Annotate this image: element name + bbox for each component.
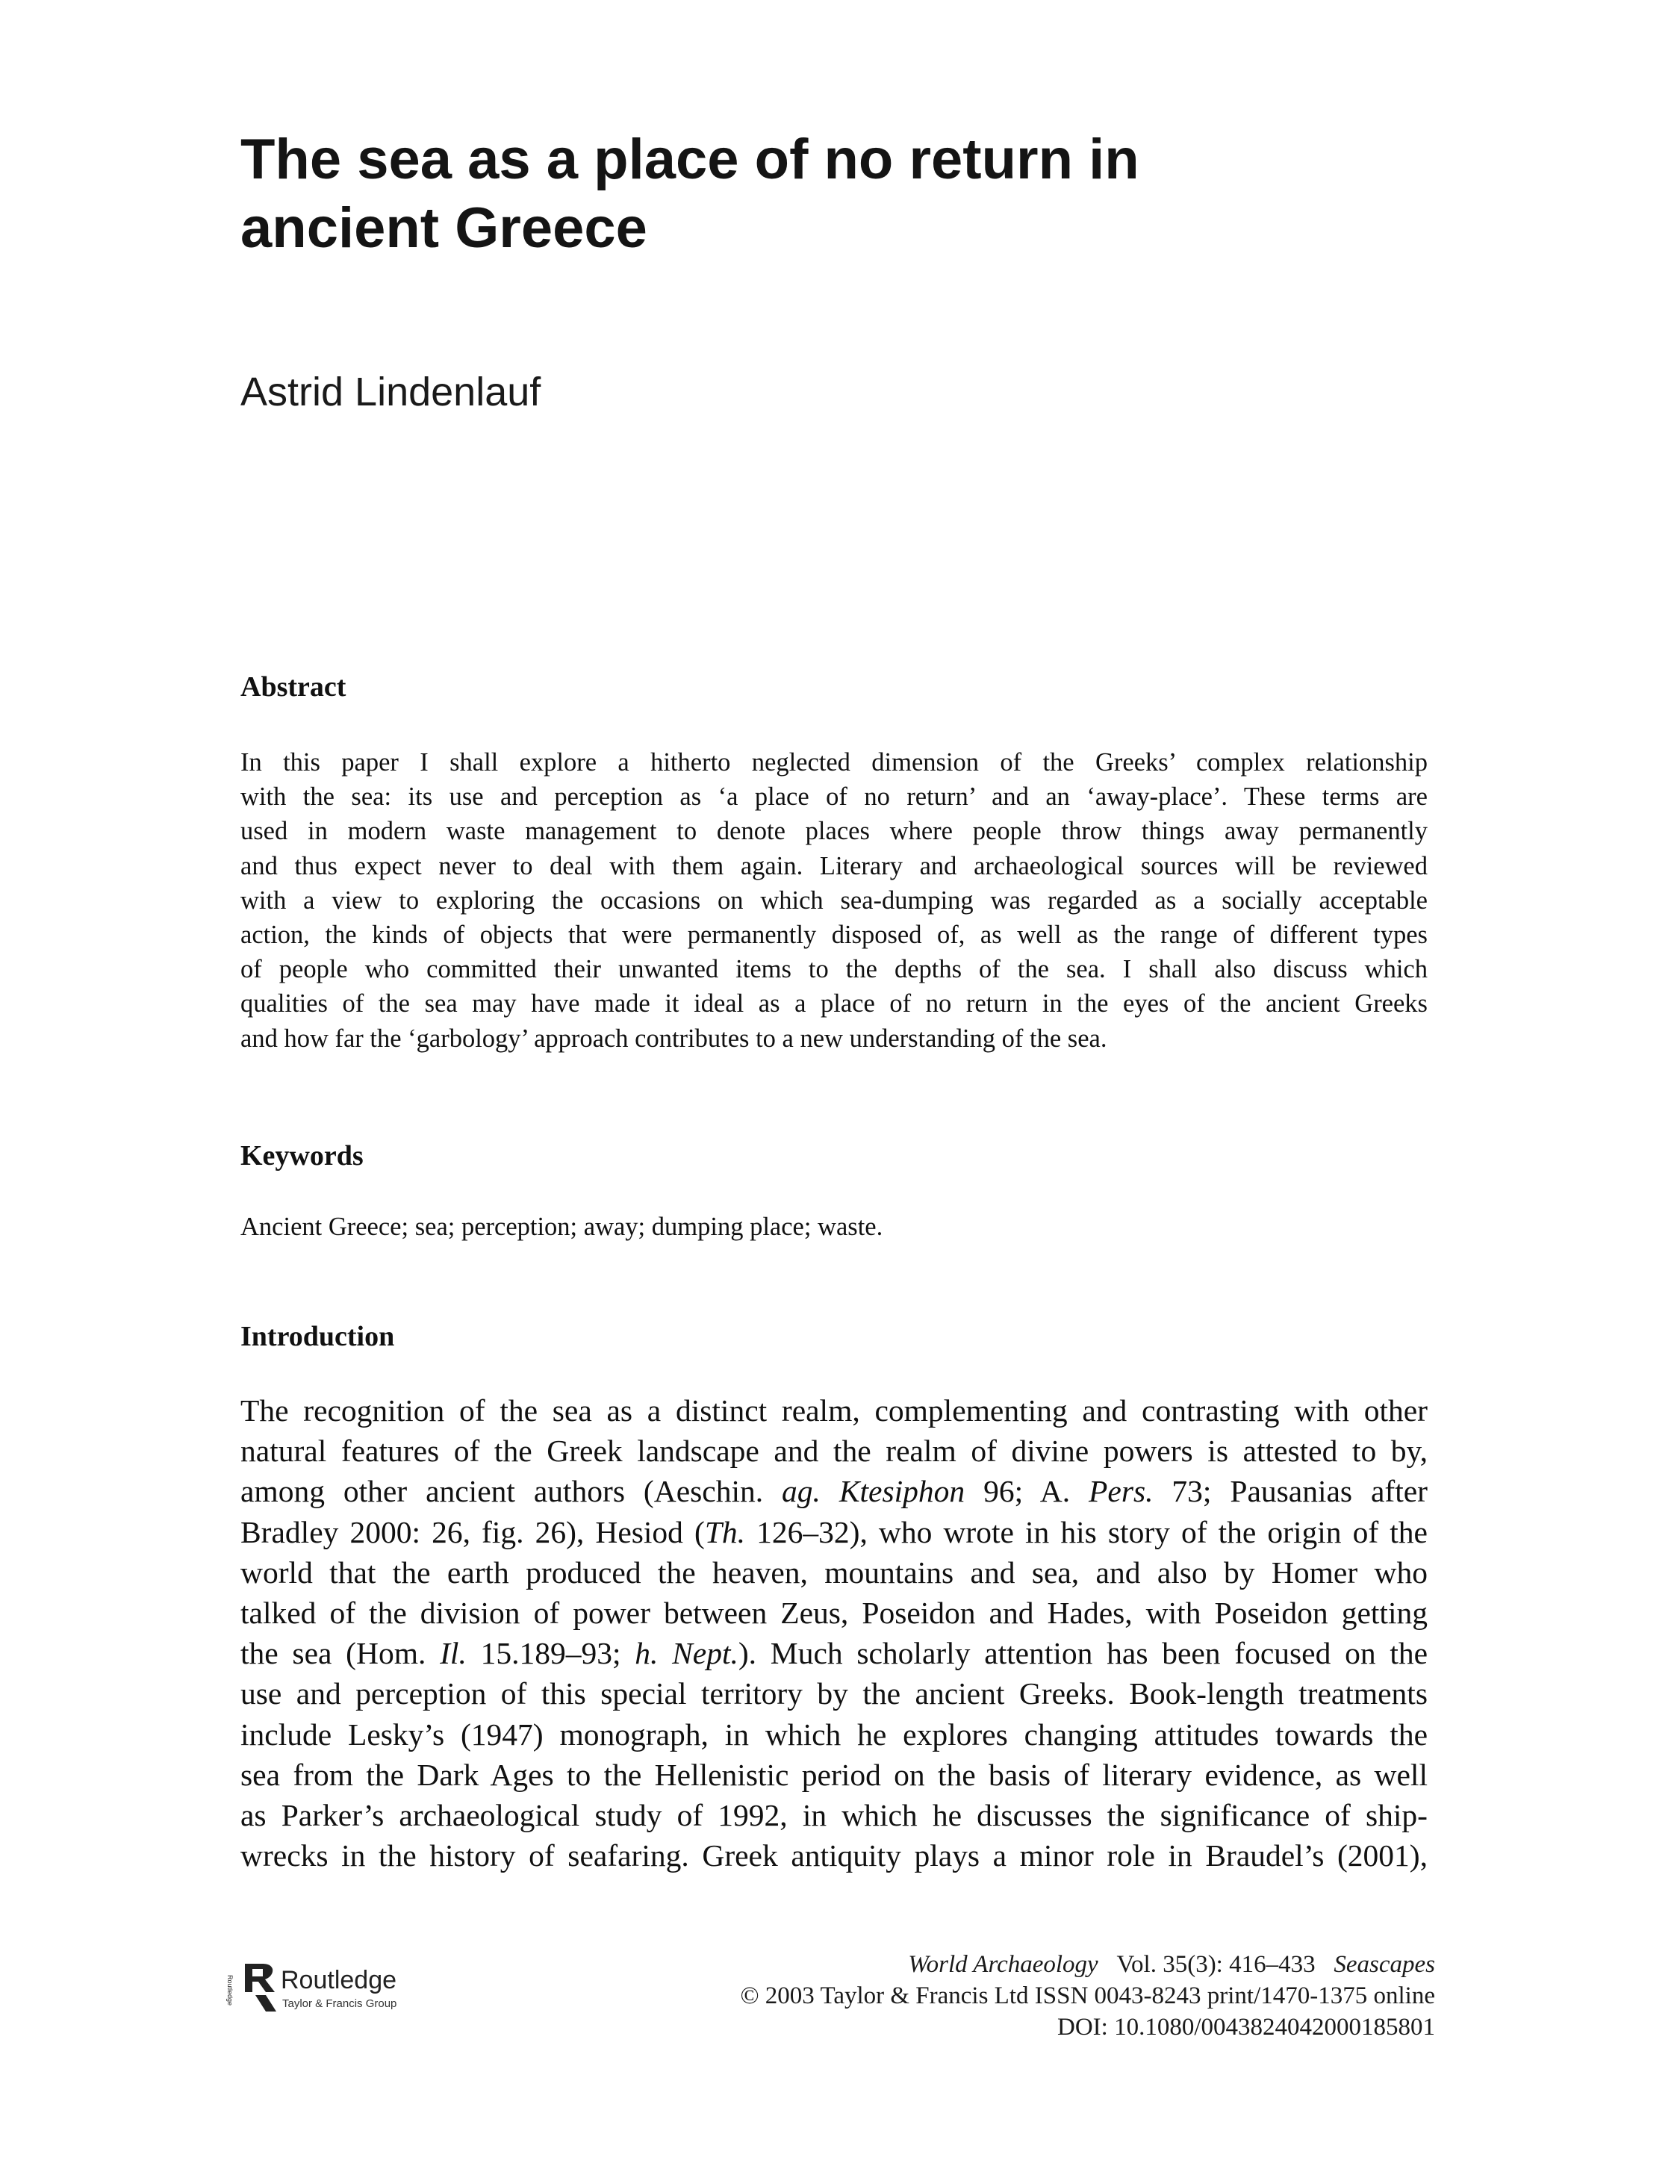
- logo-side-text: Routledge: [226, 1975, 234, 2006]
- abstract-heading: Abstract: [240, 671, 346, 703]
- abstract-line: qualities of the sea may have made it ideal as a place of no return in the eyes of the ancient Greeks: [240, 989, 1428, 1018]
- introduction-line: [240, 1755, 1428, 1795]
- introduction-line: [240, 1835, 1428, 1876]
- keywords-list: Ancient Greece; sea; perception; away; dumping place; waste.: [240, 1213, 883, 1241]
- publisher-name: Routledge: [281, 1966, 397, 1994]
- journal-citation: [740, 1949, 1435, 1980]
- text-segment: include Lesky’s (1947) monograph, in which he explores changing attitudes towards the: [240, 1717, 1428, 1752]
- text-segment: The recognition of the sea as a distinct realm, complementing and contrasting with other: [240, 1393, 1428, 1428]
- abstract-line: action, the kinds of objects that were permanently disposed of, as well as the range of different types: [240, 921, 1428, 950]
- journal-name: World Archaeology: [908, 1951, 1098, 1978]
- text-segment: 96; A.: [965, 1474, 1089, 1509]
- issue-theme: Seascapes: [1334, 1951, 1435, 1978]
- text-segment: as Parker’s archaeological study of 1992, in which he discusses the significance of ship-: [240, 1798, 1428, 1833]
- text-segment: talked of the division of power between Zeus, Poseidon and Hades, with Poseidon getting: [240, 1596, 1428, 1631]
- introduction-line: [240, 1593, 1428, 1633]
- doi-line: DOI: 10.1080/0043824042000185801: [1057, 2014, 1435, 2041]
- introduction-line: [240, 1714, 1428, 1755]
- introduction-line: [240, 1552, 1428, 1593]
- text-segment: 73; Pausanias after: [1153, 1474, 1428, 1509]
- introduction-line: [240, 1633, 1428, 1673]
- introduction-heading: Introduction: [240, 1321, 395, 1352]
- title-line-1: The sea as a place of no return in: [240, 128, 1139, 191]
- introduction-line: [240, 1673, 1428, 1714]
- keywords-heading: Keywords: [240, 1140, 364, 1172]
- text-segment: among other ancient authors (Aeschin.: [240, 1474, 783, 1509]
- text-segment: natural features of the Greek landscape and the realm of divine powers is attested to by,: [240, 1434, 1428, 1469]
- copyright-line: © 2003 Taylor & Francis Ltd ISSN 0043-8243 print/1470-1375 online: [740, 1982, 1435, 2009]
- citation-italic: Th.: [704, 1514, 746, 1549]
- text-segment: use and perception of this special territory by the ancient Greeks. Book-length treatments: [240, 1676, 1428, 1711]
- article-title: [240, 125, 1435, 263]
- introduction-line: [240, 1431, 1428, 1471]
- citation-italic: h. Nept.: [635, 1636, 738, 1671]
- abstract-line: with the sea: its use and perception as ‘a place of no return’ and an ‘away-place’. These terms are: [240, 783, 1428, 812]
- citation-italic: ag. Ktesiphon: [782, 1474, 965, 1509]
- text-segment: ). Much scholarly attention has been focused on the: [738, 1636, 1428, 1671]
- title-line-2: ancient Greece: [240, 196, 647, 260]
- abstract-line: with a view to exploring the occasions on which sea-dumping was regarded as a socially acceptable: [240, 886, 1428, 915]
- text-segment: 126–32), who wrote in his story of the origin of the: [745, 1514, 1428, 1549]
- text-segment: 15.189–93;: [466, 1636, 635, 1671]
- journal-volume: Vol. 35(3): 416–433: [1116, 1951, 1316, 1978]
- routledge-logo-icon: [226, 1962, 278, 2015]
- citation-italic: Pers.: [1089, 1474, 1154, 1509]
- introduction-line: [240, 1795, 1428, 1835]
- abstract-body: [240, 745, 1428, 1056]
- introduction-line: [240, 1471, 1428, 1511]
- introduction-line: [240, 1512, 1428, 1552]
- abstract-line: and how far the ‘garbology’ approach contributes to a new understanding of the sea.: [240, 1024, 1107, 1053]
- text-segment: Bradley 2000: 26, fig. 26), Hesiod (: [240, 1514, 705, 1549]
- text-segment: wrecks in the history of seafaring. Greek antiquity plays a minor role in Braudel’s (2001),: [240, 1838, 1428, 1873]
- introduction-body: [240, 1390, 1428, 1876]
- abstract-line: and thus expect never to deal with them again. Literary and archaeological sources will be reviewed: [240, 851, 1428, 880]
- author-name: Astrid Lindenlauf: [240, 370, 541, 414]
- abstract-line: of people who committed their unwanted items to the depths of the sea. I shall also discuss which: [240, 955, 1428, 984]
- citation-italic: Il.: [440, 1636, 467, 1671]
- introduction-line: [240, 1390, 1428, 1431]
- text-segment: sea from the Dark Ages to the Hellenistic period on the basis of literary evidence, as well: [240, 1757, 1428, 1792]
- publisher-group: Taylor & Francis Group: [282, 1997, 397, 2010]
- text-segment: the sea (Hom.: [240, 1636, 441, 1671]
- publisher-logo: [226, 1962, 435, 2022]
- abstract-line: used in modern waste management to denote places where people throw things away permanently: [240, 817, 1428, 846]
- journal-info: [740, 1949, 1435, 2043]
- text-segment: world that the earth produced the heaven, mountains and sea, and also by Homer who: [240, 1555, 1428, 1590]
- abstract-line: In this paper I shall explore a hitherto neglected dimension of the Greeks’ complex relationship: [240, 748, 1428, 777]
